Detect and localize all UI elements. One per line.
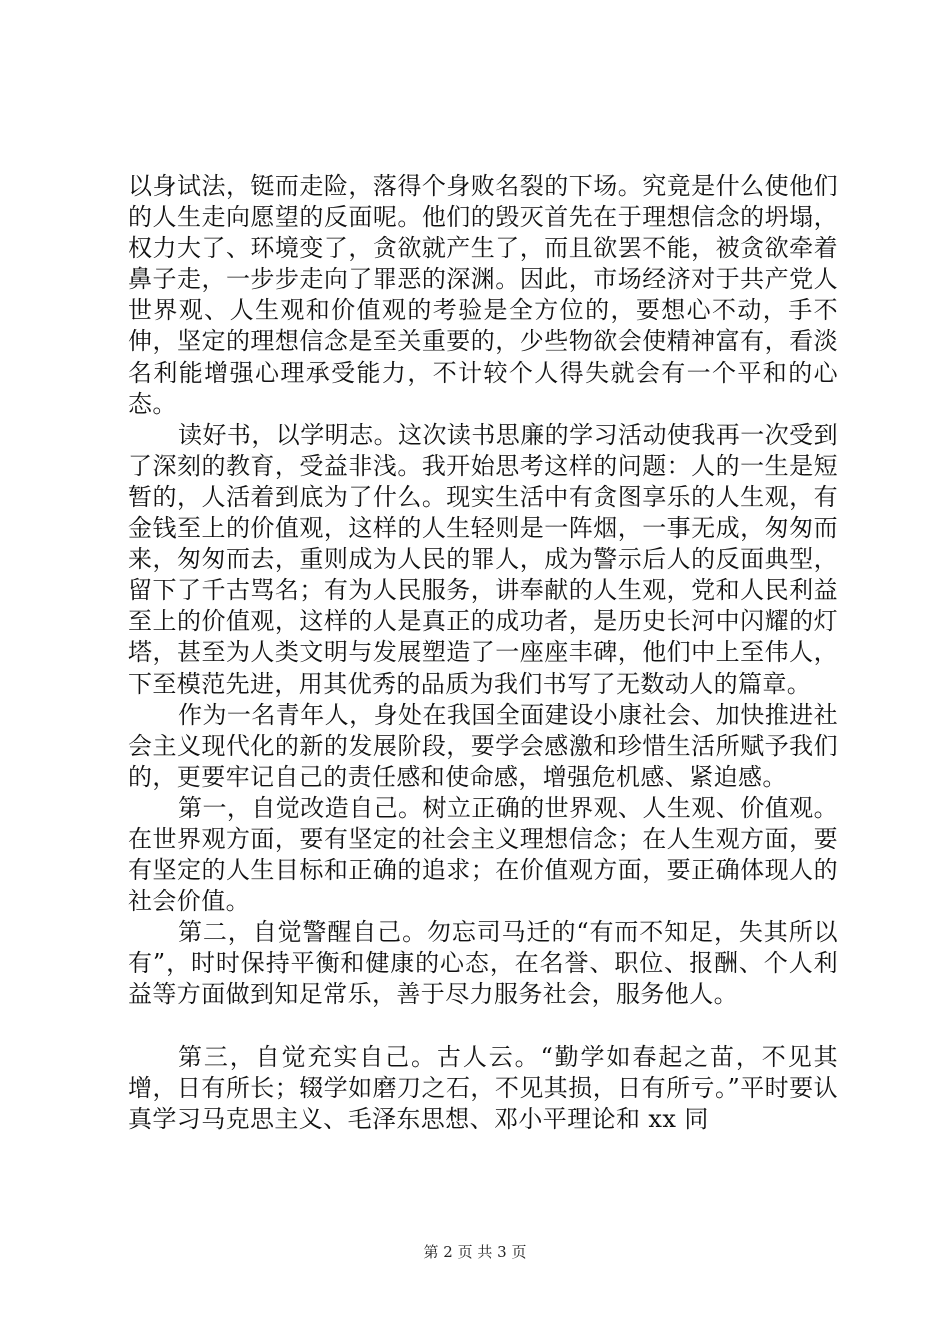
paragraph-1: 以身试法，铤而走险，落得个身败名裂的下场。究竟是什么使他们的人生走向愿望的反面呢。他们的毁灭首先在于理想信念的坍塌，权力大了、环境变了，贪欲就产生了，而且欲罢不能，被贪欲牵着鼻子走，一步步走向了罪恶的深渊。因此，市场经济对于共产党人世界观、人生观和价值观的考验是全方位的，要想心不动，手不伸，坚定的理想信念是至关重要的，少些物欲会使精神富有，看淡名利能增强心理承受能力，不计较个人得失就会有一个平和的心态。 [128,172,838,418]
paragraph-6: 第三，自觉充实自己。古人云。“勤学如春起之苗，不见其增，日有所长；辍学如磨刀之石，不见其损，日有所亏。”平时要认真学习马克思主义、毛泽东思想、邓小平理论和 xx 同 [128,1042,838,1133]
document-body [128,171,838,1135]
page-number-footer: 第 2 页 共 3 页 [423,1243,527,1261]
paragraph-4: 第一，自觉改造自己。树立正确的世界观、人生观、价值观。在世界观方面，要有坚定的社会主义理想信念；在人生观方面，要有坚定的人生目标和正确的追求；在价值观方面，要正确体现人的社会价值。 [128,793,838,916]
paragraph-3: 作为一名青年人，身处在我国全面建设小康社会、加快推进社会主义现代化的新的发展阶段，要学会感激和珍惜生活所赋予我们的，更要牢记自己的责任感和使命感，增强危机感、紧迫感。 [128,700,838,791]
paragraph-2: 读好书，以学明志。这次读书思廉的学习活动使我再一次受到了深刻的教育，受益非浅。我开始思考这样的问题：人的一生是短暂的，人活着到底为了什么。现实生活中有贪图享乐的人生观，有金钱至上的价值观，这样的人生轻则是一阵烟，一事无成，匆匆而来，匆匆而去，重则成为人民的罪人，成为警示后人的反面典型，留下了千古骂名；有为人民服务，讲奉献的人生观，党和人民利益至上的价值观，这样的人是真正的成功者，是历史长河中闪耀的灯塔，甚至为人类文明与发展塑造了一座座丰碑，他们中上至伟人，下至模范先进，用其优秀的品质为我们书写了无数动人的篇章。 [128,420,838,698]
paragraph-spacer [128,1011,838,1042]
paragraph-5: 第二，自觉警醒自己。勿忘司马迁的“有而不知足，失其所以有”，时时保持平衡和健康的心态，在名誉、职位、报酬、个人利益等方面做到知足常乐，善于尽力服务社会，服务他人。 [128,918,838,1009]
